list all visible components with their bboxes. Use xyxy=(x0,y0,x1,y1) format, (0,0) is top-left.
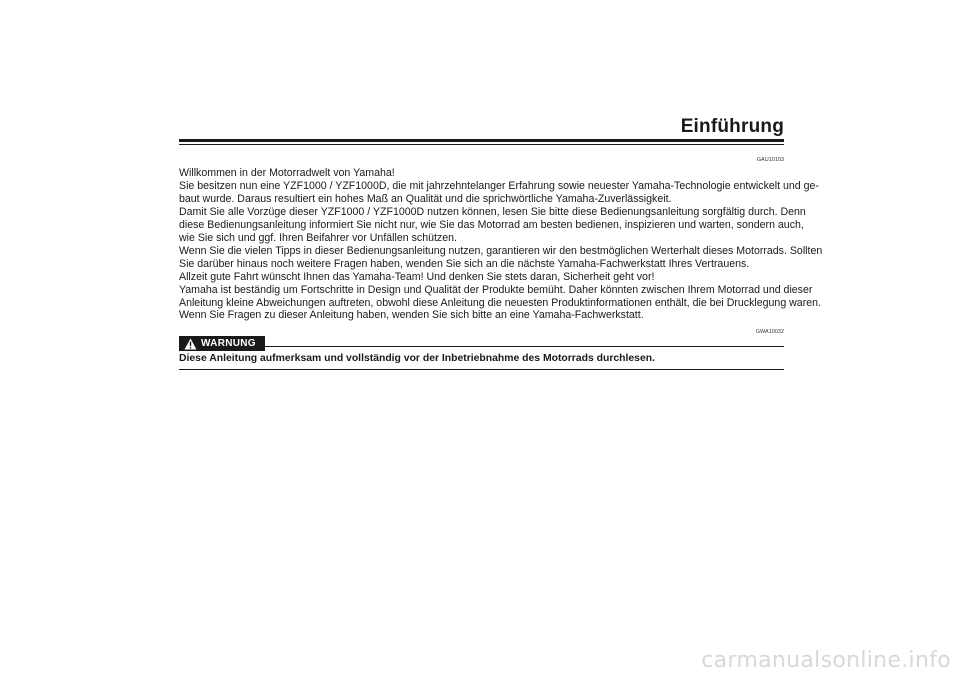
body-line: Wenn Sie Fragen zu dieser Anleitung haben, wenden Sie sich bitte an eine Yamaha-Fachwerkstatt. xyxy=(179,309,644,322)
watermark: carmanualsonline.info xyxy=(701,648,951,673)
body-line: Yamaha ist beständig um Fortschritte in Design und Qualität der Produkte bemüht. Daher könnten zwischen Ihrem Motorrad und dieser xyxy=(179,283,813,296)
body-line: Anleitung kleine Abweichungen auftreten, obwohl diese Anleitung die neuesten Produktinformationen enthält, die bei Drucklegung waren. xyxy=(179,296,821,309)
warning-badge xyxy=(179,336,265,351)
intro-reference-code: GAU10103 xyxy=(756,157,784,163)
body-line: Sie darüber hinaus noch weitere Fragen haben, wenden Sie sich an die nächste Yamaha-Fachwerkstatt Ihres Vertrauens. xyxy=(179,257,750,270)
warning-text: Diese Anleitung aufmerksam und vollständig vor der Inbetriebnahme des Motorrads durchlesen. xyxy=(179,353,655,364)
body-line: Damit Sie alle Vorzüge dieser YZF1000 / YZF1000D nutzen können, lesen Sie bitte diese Bedienungsanleitung sorgfältig durch. Denn xyxy=(179,205,806,218)
intro-body xyxy=(179,167,823,322)
body-line: wie Sie sich und ggf. Ihren Beifahrer vor Unfällen schützen. xyxy=(179,231,457,244)
body-line: baut wurde. Daraus resultiert ein hohes Maß an Qualität und die sprichwörtliche Yamaha-Zuverlässigkeit. xyxy=(179,192,672,205)
title-rule-thick xyxy=(179,139,784,142)
warning-rule-top xyxy=(265,346,784,347)
body-line: Wenn Sie die vielen Tipps in dieser Bedienungsanleitung nutzen, garantieren wir den bestmöglichen Werterhalt dieses Motorrads. Sollten xyxy=(179,244,823,257)
body-line: Allzeit gute Fahrt wünscht Ihnen das Yamaha-Team! Und denken Sie stets daran, Sicherheit geht vor! xyxy=(179,270,655,283)
warning-reference-code: GWA10032 xyxy=(755,329,784,335)
body-line: Willkommen in der Motorradwelt von Yamaha! xyxy=(179,167,395,179)
body-line: Sie besitzen nun eine YZF1000 / YZF1000D, die mit jahrzehntelanger Erfahrung sowie neuester Yamaha-Technologie entwickelt und ge- xyxy=(179,179,819,192)
page-title: Einführung xyxy=(680,116,784,137)
warning-label: WARNUNG xyxy=(201,338,256,349)
title-rule-thin xyxy=(179,144,784,145)
warning-rule-bottom xyxy=(179,369,784,370)
body-line: diese Bedienungsanleitung informiert Sie nicht nur, wie Sie das Motorrad am besten bedienen, inspizieren und warten, sondern auch, xyxy=(179,218,804,231)
warning-triangle-icon xyxy=(184,338,197,350)
